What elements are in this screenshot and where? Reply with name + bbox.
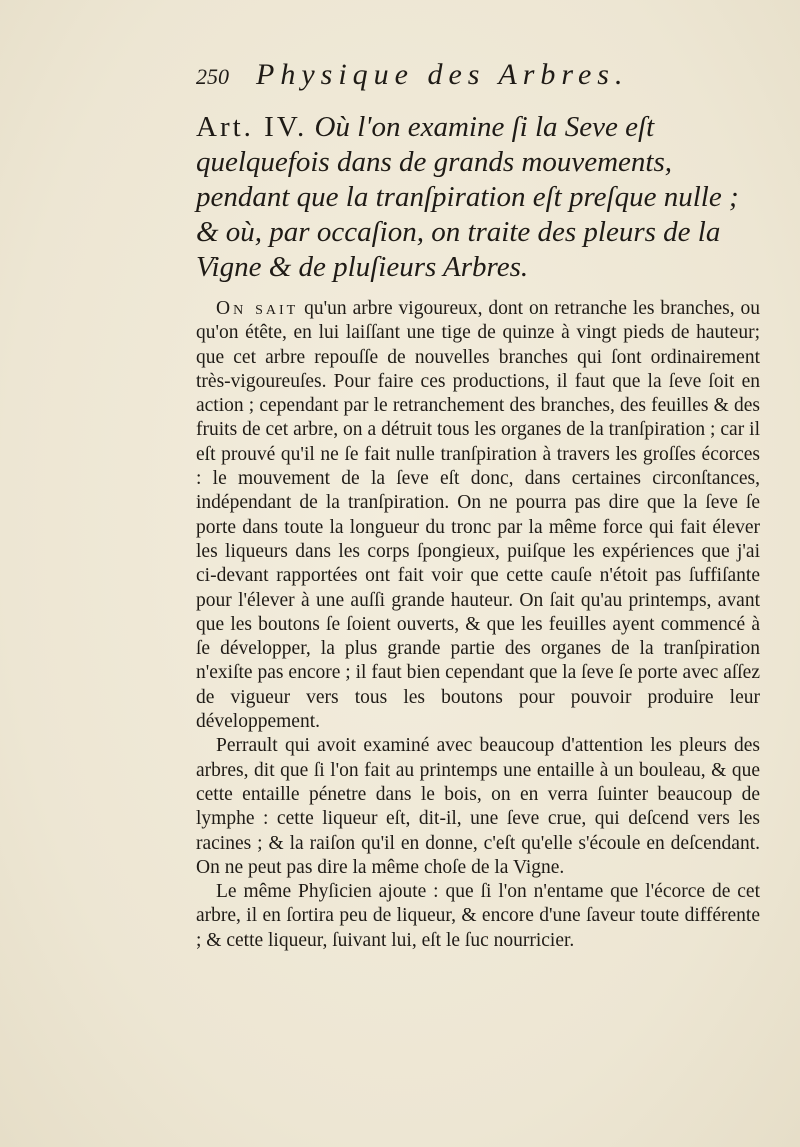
article-title: Où l'on examine ſi la Seve eſt quelquefois dans de grands mouvements, pendant que la tranſpiration eſt preſque nulle ; & où, par occaſion, on traite des pleurs de la Vigne & de pluſieurs Arbres.: [196, 111, 739, 283]
paragraph-lead: On sait: [216, 298, 299, 319]
paragraph-3: Le même Phyſicien ajoute : que ſi l'on n'entame que l'écorce de cet arbre, il en ſortira peu de liqueur, & encore d'une ſaveur toute différente ; & cette liqueur, ſuivant lui, eſt le ſuc nourricier.: [196, 881, 760, 951]
paragraph-1-text: qu'un arbre vigoureux, dont on retranche les branches, ou qu'on étête, en lui laiſſant une tige de quinze à vingt pieds de hauteur; que cet arbre repouſſe de nouvelles branches qui ſont ordinairement très-vigoureuſes. Pour faire ces productions, il faut que la ſeve ſoit en action ; cependant par le retranchement des branches, des feuilles & des fruits de cet arbre, on a détruit tous les organes de la tranſpiration ; car il eſt prouvé qu'il ne ſe fait nulle tranſpiration à travers les groſſes écorces : le mouvement de la ſeve eſt donc, dans certaines circonſtances, indépendant de la tranſpiration. On ne pourra pas dire que la ſeve ſe porte dans toute la longueur du tronc par la même force qui fait élever les liqueurs dans les corps ſpongieux, puiſque les expériences que j'ai ci-devant rapportées ont fait voir que cette cauſe n'étoit pas ſuffiſante pour l'élever à une auſſi grande hauteur. On ſait qu'au printemps, avant que les boutons ſe ſoient ouverts, & que les feuilles ayent commencé à ſe développer, la plus grande partie des organes de la tranſpiration n'exiſte pas encore ; il faut bien cependant que la ſeve ſe porte avec aſſez de vigueur vers tous les boutons pour pouvoir produire leur développement.: [196, 298, 760, 733]
page-number: 250: [196, 64, 229, 89]
article-number: Art. IV.: [196, 111, 308, 143]
paragraph-1: [196, 297, 760, 734]
article-heading: [196, 110, 760, 285]
paragraph-2: Perrault qui avoit examiné avec beaucoup d'attention les pleurs des arbres, dit que ſi l'on fait au printemps une entaille à un bouleau, & que cette entaille pénetre dans le bois, on en verra ſuinter beaucoup de lymphe : cette liqueur eſt, dit-il, une ſeve crue, qui deſcend vers les racines ; & la raiſon qu'il en donne, c'eſt qu'elle s'écoule en deſcendant. On ne peut pas dire la même choſe de la Vigne.: [196, 735, 760, 878]
page-header: [196, 58, 756, 100]
running-title: Physique des Arbres.: [256, 58, 629, 91]
body-text: [196, 297, 760, 953]
